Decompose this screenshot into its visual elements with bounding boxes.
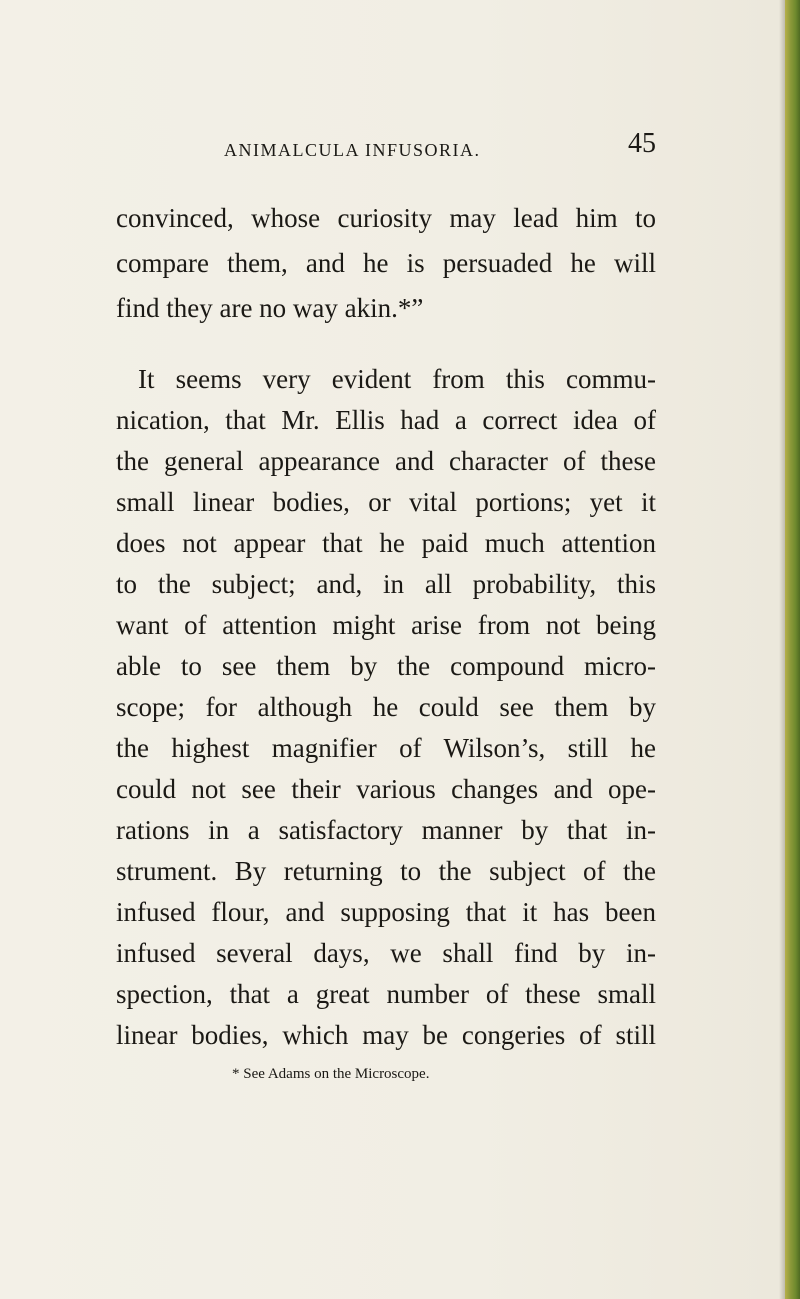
footnote: * See Adams on the Microscope. [232,1066,430,1082]
text-line: strument. By returning to the subject of the [116,856,656,886]
page-number: 45 [628,128,656,159]
text-line: does not appear that he paid much attention [116,528,656,558]
text-line: the highest magnifier of Wilson’s, still he [116,733,656,763]
text-line: It seems very evident from this commu- [138,364,656,394]
text-line: to the subject; and, in all probability, this [116,569,656,599]
text-line: small linear bodies, or vital portions; yet it [116,487,656,517]
text-line: infused several days, we shall find by in- [116,938,656,968]
text-line: rations in a satisfactory manner by that in- [116,815,656,845]
book-binding-edge [785,0,800,1299]
text-line: spection, that a great number of these small [116,979,656,1009]
text-line: able to see them by the compound micro- [116,651,656,681]
text-line: could not see their various changes and ope- [116,774,656,804]
text-line: infused flour, and supposing that it has been [116,897,656,927]
text-line: linear bodies, which may be congeries of still [116,1020,656,1050]
text-line: compare them, and he is persuaded he will [116,248,656,278]
text-line: want of attention might arise from not being [116,610,656,640]
text-line: scope; for although he could see them by [116,692,656,722]
text-line: nication, that Mr. Ellis had a correct idea of [116,405,656,435]
text-line: the general appearance and character of these [116,446,656,476]
text-line: convinced, whose curiosity may lead him to [116,203,656,233]
text-line: find they are no way akin.*” [116,293,424,323]
running-head: ANIMALCULA INFUSORIA. [224,140,481,160]
